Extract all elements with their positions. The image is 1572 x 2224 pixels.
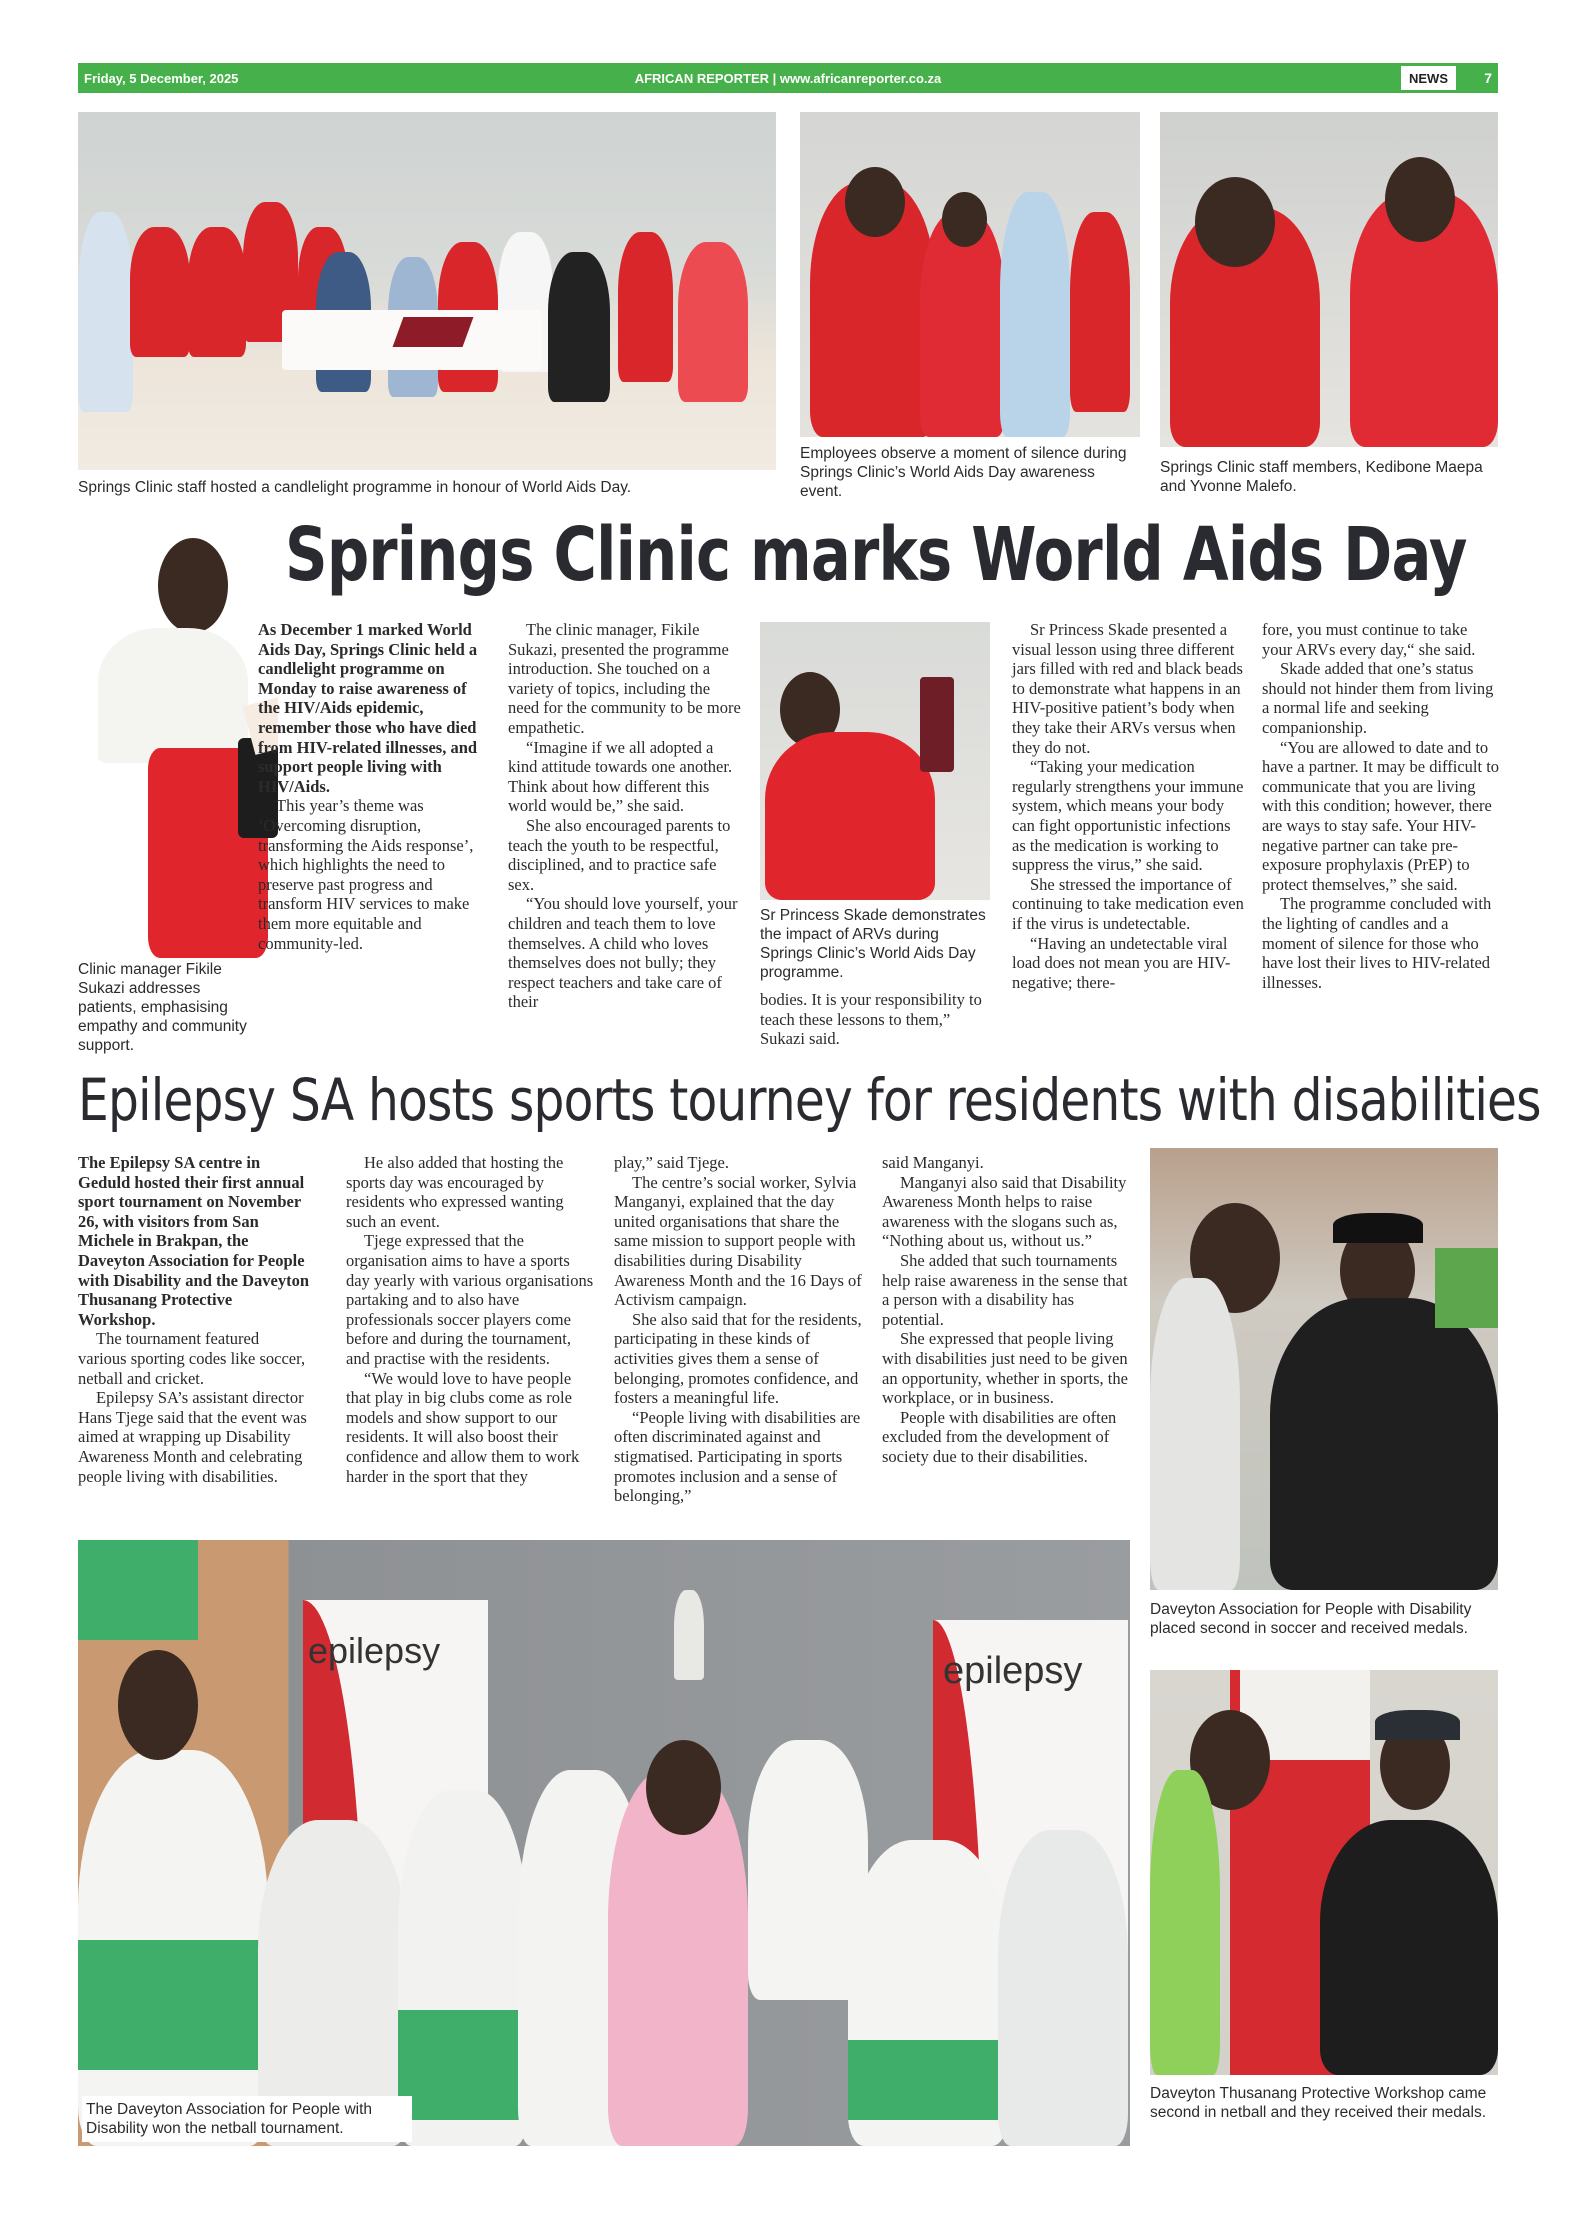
- page-number: 7: [1484, 70, 1492, 86]
- article1-paragraph: “You are allowed to date and to have a partner. It may be difficult to communicate that you are living with this condition; however, there are ways to stay safe. Your HIV-negative partner can take pre-exposure prophylaxis (PrEP) to protect themselves,” she said.: [1262, 737, 1500, 894]
- article2-paragraph: “People living with disabilities are often discriminated against and stigmatised. Participating in sports promotes inclusion and a sense of belonging,”: [614, 1407, 861, 1506]
- article1-paragraph: The clinic manager, Fikile Sukazi, presented the programme introduction. She touched on a variety of topics, including the need for the community to be more empathetic.: [508, 620, 741, 737]
- photo-clinic-manager: [78, 518, 278, 958]
- article1-column-3: [760, 990, 996, 1049]
- article1-paragraph: “Taking your medication regularly strengthens your immune system, which means your body can fight opportunistic infections as the medication is working to suppress the virus,” she said.: [1012, 757, 1244, 875]
- photo-netball-medals: [1150, 1670, 1498, 2075]
- article2-paragraph: “We would love to have people that play in big clubs come as role models and show support to our residents. It will also boost their confidence and allow them to work harder in the sport that they: [346, 1368, 580, 1486]
- article2-column-4: [882, 1153, 1134, 1467]
- article2-paragraph: Epilepsy SA’s assistant director Hans Tjege said that the event was aimed at wrapping up Disability Awareness Month and celebrating people living with disabilities.: [78, 1388, 307, 1486]
- article2-paragraph: People with disabilities are often excluded from the development of society due to their disabilities.: [882, 1407, 1117, 1466]
- photo-caption: Employees observe a moment of silence during Springs Clinic’s World Aids Day awareness event.: [800, 445, 1127, 500]
- article2-column-1: [78, 1153, 310, 1486]
- article1-paragraph: She stressed the importance of continuing to take medication even if the virus is undetectable.: [1012, 874, 1244, 933]
- article1-paragraph: “Imagine if we all adopted a kind attitude towards one another. Think about how different this world would be,” she said.: [508, 737, 733, 816]
- article2-paragraph: She expressed that people living with disabilities just need to be given an opportunity, whether in sports, the workplace, or in business.: [882, 1329, 1128, 1408]
- article1-paragraph: fore, you must continue to take your ARVs every day,“ she said.: [1262, 620, 1476, 659]
- photo-caption: The Daveyton Association for People with Disability won the netball tournament.: [86, 2101, 373, 2137]
- article1-column-5: [1262, 620, 1500, 992]
- photo-caption: Daveyton Thusanang Protective Workshop came second in netball and they received their medals.: [1150, 2085, 1487, 2121]
- photo-caption: Sr Princess Skade demonstrates the impact of ARVs during Springs Clinic’s World Aids Day programme.: [760, 907, 986, 981]
- article2-column-3: [614, 1153, 866, 1506]
- section-label: NEWS: [1401, 66, 1456, 90]
- article2-paragraph: The centre’s social worker, Sylvia Manganyi, explained that the day united organisations that share the same mission to support people with disabilities during Disability Awareness Month and the 16 Days of Activism campaign.: [614, 1172, 862, 1310]
- photo-staff-group: [78, 112, 776, 470]
- photo-netball-winners: [78, 1540, 1130, 2146]
- photo-staff-members: [1160, 112, 1498, 447]
- article1-paragraph: “You should love yourself, your children and teach them to love themselves. A child who loves themselves does not bully; they respect teachers and take care of their: [508, 894, 738, 1012]
- photo-caption: Springs Clinic staff members, Kedibone Maepa and Yvonne Malefo.: [1160, 459, 1483, 495]
- article1-column-4: [1012, 620, 1248, 992]
- article2-paragraph: She added that such tournaments help raise awareness in the sense that a person with a disability has potential.: [882, 1250, 1128, 1329]
- photo-moment-of-silence: [800, 112, 1140, 437]
- page-header-bar: [78, 63, 1498, 93]
- article2-column-2: [346, 1153, 596, 1486]
- article1-paragraph: This year’s theme was ‘Overcoming disruption, transforming the Aids response’, which highlights the need to preserve past progress and transform HIV services to make them more equitable and community-led.: [258, 796, 474, 953]
- issue-date: Friday, 5 December, 2025: [84, 70, 239, 86]
- photo-caption: Clinic manager Fikile Sukazi addresses patients, emphasising empathy and community support.: [78, 961, 247, 1054]
- headline-springs-clinic: Springs Clinic marks World Aids Day: [285, 512, 1467, 598]
- article2-paragraph: Manganyi also said that Disability Awareness Month helps to raise awareness with the slogans such as, “Nothing about us, without us.”: [882, 1172, 1127, 1251]
- article1-paragraph: bodies. It is your responsibility to teach these lessons to them,” Sukazi said.: [760, 990, 982, 1049]
- article2-paragraph: The tournament featured various sporting codes like soccer, netball and cricket.: [78, 1329, 306, 1388]
- photo-caption: Springs Clinic staff hosted a candlelight programme in honour of World Aids Day.: [78, 479, 632, 496]
- epilepsy-banner-text: epilepsy: [308, 1630, 441, 1671]
- photo-caption: Daveyton Association for People with Disability placed second in soccer and received medals.: [1150, 1601, 1472, 1637]
- article2-paragraph: She also said that for the residents, participating in these kinds of activities gives them a sense of belonging, promotes confidence, and fosters a meaningful life.: [614, 1309, 862, 1408]
- article1-paragraph: Skade added that one’s status should not hinder them from living a normal life and seeking companionship.: [1262, 659, 1494, 737]
- article2-paragraph: play,” said Tjege.: [614, 1153, 730, 1172]
- article2-paragraph: Tjege expressed that the organisation aims to have a sports day yearly with various organisations partaking and to also have professionals soccer players come before and during the tournament, and practise with the residents.: [346, 1231, 594, 1368]
- article1-column-2: [508, 620, 744, 1012]
- article2-paragraph: He also added that hosting the sports day was encouraged by residents who expressed wanting such an event.: [346, 1153, 564, 1231]
- photo-soccer-medals: [1150, 1148, 1498, 1590]
- article1-paragraph: The programme concluded with the lighting of candles and a moment of silence for those who have lost their lives to HIV-related illnesses.: [1262, 894, 1492, 992]
- headline-epilepsy-sa: Epilepsy SA hosts sports tourney for residents with disabilities: [78, 1066, 1541, 1134]
- epilepsy-banner-text: epilepsy: [943, 1650, 1083, 1692]
- article2-lead: The Epilepsy SA centre in Geduld hosted their first annual sport tournament on November 26, with visitors from San Michele in Brakpan, the Daveyton Association for People with Disability and the Daveyton Thusanang Protective Workshop.: [78, 1153, 310, 1329]
- article1-lead: As December 1 marked World Aids Day, Springs Clinic held a candlelight programme on Monday to raise awareness of the HIV/Aids epidemic, remember those who have died from HIV-related illnesses, and support people living with HIV/Aids.: [258, 620, 478, 796]
- article1-column-1: [258, 620, 486, 953]
- publication-name: AFRICAN REPORTER | www.africanreporter.co.za: [634, 70, 942, 86]
- article1-paragraph: Sr Princess Skade presented a visual lesson using three different jars filled with red and black beads to demonstrate what happens in an HIV-positive patient’s body when they take their ARVs versus when they do not.: [1012, 620, 1243, 757]
- article1-paragraph: “Having an undetectable viral load does not mean you are HIV-negative; there-: [1012, 933, 1231, 992]
- article2-paragraph: said Manganyi.: [882, 1153, 984, 1172]
- article1-paragraph: She also encouraged parents to teach the youth to be respectful, disciplined, and to practice safe sex.: [508, 815, 731, 894]
- photo-sr-skade: [760, 622, 990, 900]
